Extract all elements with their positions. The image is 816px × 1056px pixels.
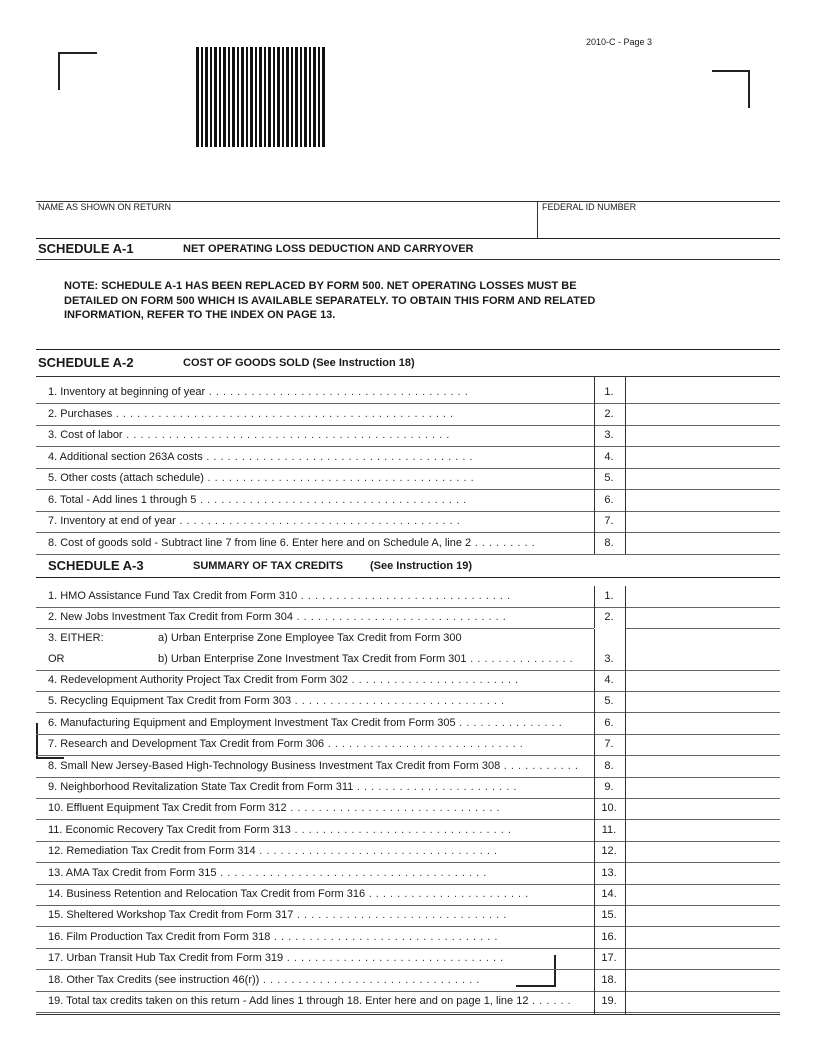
- a3-line-label-wrap: [48, 845, 596, 857]
- a3-line-label: 6. Manufacturing Equipment and Employment Investment Tax Credit from Form 305: [48, 716, 456, 729]
- a2-line-label-wrap: [48, 386, 596, 398]
- line-3b-row: [36, 649, 780, 671]
- a3-line-label-wrap: [48, 824, 596, 836]
- a3-line-number: 11.: [601, 823, 617, 836]
- note-line-2: DETAILED ON FORM 500 WHICH IS AVAILABLE SEPARATELY. TO OBTAIN THIS FORM AND RELATED: [64, 294, 596, 307]
- schedule-a1-note: [64, 279, 704, 323]
- a2-line-dots: . . . . . . . . . . . . . . . . . . . . . . . . . . . . . . . . . . . . . . . . . . . . . .: [122, 429, 450, 441]
- a3-line-dots: . . . . . . . . . . . . . . . . . . . . . . . . . . . . . .: [297, 590, 511, 602]
- a3-line-row: [36, 991, 780, 1013]
- a3-line-number: 16.: [601, 930, 617, 943]
- a3-line-dots: . . . . . . . . . . . . . . . . . . . . . . . . . . . . . . .: [283, 952, 504, 965]
- a3-line-label: 8. Small New Jersey-Based High-Technology Business Investment Tax Credit from Form 308: [48, 759, 501, 772]
- a2-line-label-wrap: [48, 537, 596, 549]
- a3-line-row: [36, 713, 780, 735]
- schedule-a3-title: SCHEDULE A-3: [48, 558, 144, 573]
- a3-line-amount[interactable]: [625, 927, 780, 948]
- header-divider: [537, 201, 538, 238]
- a3-line-label: 14. Business Retention and Relocation Tax Credit from Form 316: [48, 888, 366, 900]
- a3-line-number: 18.: [601, 973, 617, 986]
- a3-line-label-wrap: [48, 952, 596, 964]
- name-label: NAME AS SHOWN ON RETURN: [38, 202, 172, 212]
- a3-line-amount[interactable]: [625, 970, 780, 991]
- a3-line-label-wrap: [48, 781, 596, 793]
- a2-line-row: [36, 425, 780, 447]
- a3-line-row: [36, 586, 780, 608]
- a3-line-amount[interactable]: [625, 841, 780, 862]
- a2-line-label: 1. Inventory at beginning of year: [48, 386, 206, 398]
- a3-line-amount[interactable]: [625, 820, 780, 841]
- a3-line-label-wrap: [48, 738, 596, 750]
- a3-line-label-wrap: [48, 995, 596, 1007]
- a3-line-amount[interactable]: [625, 756, 780, 777]
- a2-line-number: 8.: [604, 536, 614, 549]
- a3-line-amount[interactable]: [625, 670, 780, 691]
- a3-line-dots: . . . . . . . . . . . . . . . . . . . . . . . . . . . . . .: [293, 909, 507, 922]
- a3-line-label: 10. Effluent Equipment Tax Credit from Form 312: [48, 802, 287, 815]
- schedule-a3-subtitle: SUMMARY OF TAX CREDITS: [193, 560, 344, 572]
- a3-number-column: [594, 586, 595, 1014]
- schedule-a2-header-rule: [36, 376, 780, 377]
- a2-line-number: 4.: [604, 450, 614, 463]
- a3-line-label: 2. New Jobs Investment Tax Credit from Form 304: [48, 611, 293, 623]
- a3-line-number: 17.: [601, 952, 617, 965]
- a3-line-number: 19.: [601, 995, 617, 1007]
- a2-line-label-wrap: [48, 494, 596, 506]
- a3-line-row: [36, 670, 780, 692]
- either-or-label: OR: [48, 653, 65, 665]
- a3-line-label: 13. AMA Tax Credit from Form 315: [48, 866, 217, 879]
- a3-line-amount[interactable]: [625, 734, 780, 755]
- line-3b-label-wrap: [48, 653, 596, 665]
- a2-line-number: 7.: [604, 515, 614, 527]
- a2-line-dots: . . . . . . . . . . . . . . . . . . . . . . . . . . . . . . . . . . . . . .: [202, 450, 473, 463]
- a3-line-amount[interactable]: [625, 948, 780, 969]
- a3-line-row: [36, 948, 780, 970]
- header-bottom-rule: [36, 238, 780, 239]
- a3-line-label-wrap: [48, 888, 596, 900]
- a2-amount-column: [625, 376, 626, 554]
- a2-line-dots: . . . . . . . . . . . . . . . . . . . . . . . . . . . . . . . . . . . . . . . . . . . . . . . .: [112, 407, 454, 420]
- a2-line-label: 6. Total - Add lines 1 through 5: [48, 493, 197, 506]
- a2-number-column: [594, 376, 595, 554]
- a2-line-label-wrap: [48, 429, 596, 441]
- a3-line-dots: . . . . . . . . . . . . . . . . . . . . . . . . . . . . . . . . . . . . . .: [216, 866, 487, 879]
- a2-line-amount[interactable]: [625, 447, 780, 468]
- a3-line-number: 5.: [604, 695, 614, 708]
- a2-line-number: 6.: [604, 493, 614, 506]
- a3-line-dots: . . . . . . . . . . .: [500, 759, 579, 772]
- a2-line-label: 2. Purchases: [48, 407, 113, 420]
- a3-line-row: [36, 905, 780, 927]
- a2-line-amount[interactable]: [625, 382, 780, 403]
- registration-mark-top-left: [58, 52, 97, 90]
- a2-line-amount[interactable]: [625, 425, 780, 446]
- either-label: 3. EITHER:: [48, 632, 104, 644]
- a2-line-amount[interactable]: [625, 511, 780, 532]
- a3-line-dots: . . . . . .: [528, 995, 572, 1007]
- a3-amount-column: [625, 586, 626, 1014]
- a2-line-dots: . . . . . . . . . . . . . . . . . . . . . . . . . . . . . . . . . . . . .: [205, 386, 469, 398]
- a2-line-label: 3. Cost of labor: [48, 429, 123, 441]
- a2-line-row: [36, 468, 780, 490]
- a2-line-number: 5.: [604, 472, 614, 484]
- a3-line-label-wrap: [48, 695, 596, 707]
- a2-line-dots: . . . . . . . . .: [471, 536, 536, 549]
- a3-line-dots: . . . . . . . . . . . . . . . . . . . . . . . . . . . . . .: [292, 611, 507, 623]
- line-3-number: 3.: [604, 653, 614, 665]
- line-3b-label: b) Urban Enterprise Zone Investment Tax Credit from Form 301: [158, 653, 467, 665]
- a3-line-label: 11. Economic Recovery Tax Credit from Form 313: [48, 823, 291, 836]
- a3-line-number: 2.: [604, 611, 614, 623]
- a3-line-amount[interactable]: [625, 713, 780, 734]
- note-line-1: NOTE: SCHEDULE A-1 HAS BEEN REPLACED BY FORM 500. NET OPERATING LOSSES MUST BE: [64, 280, 577, 292]
- line-3-gap: [594, 628, 625, 629]
- line-3-amount[interactable]: [625, 649, 780, 670]
- a3-line-dots: . . . . . . . . . . . . . . . . . . . . . . .: [365, 888, 529, 900]
- a3-line-label: 9. Neighborhood Revitalization State Tax Credit from Form 311: [48, 781, 354, 793]
- a3-line-dots: . . . . . . . . . . . . . . . . . . . . . . . .: [348, 674, 519, 686]
- a2-line-label-wrap: [48, 408, 596, 420]
- a3-line-number: 12.: [601, 845, 617, 858]
- form-bottom-rule: [36, 1014, 780, 1015]
- schedule-a1-rule: [36, 259, 780, 260]
- a2-line-label-wrap: [48, 515, 596, 527]
- schedule-a2-top-rule: [36, 349, 780, 350]
- schedule-a2-subtitle: COST OF GOODS SOLD (See Instruction 18): [183, 357, 415, 369]
- a3-line-row: [36, 841, 780, 863]
- a3-line-label: 16. Film Production Tax Credit from Form 318: [48, 930, 271, 943]
- a2-line-label: 5. Other costs (attach schedule): [48, 472, 204, 484]
- line-3a-label: a) Urban Enterprise Zone Employee Tax Credit from Form 300: [158, 632, 462, 644]
- schedule-a2-title: SCHEDULE A-2: [38, 355, 134, 370]
- schedule-a1-title: SCHEDULE A-1: [38, 241, 134, 256]
- a3-line-number: 6.: [604, 716, 614, 729]
- a3-line-number: 13.: [601, 866, 617, 879]
- a2-line-row: [36, 447, 780, 469]
- a3-line-number: 9.: [604, 781, 614, 793]
- a2-line-number: 3.: [604, 429, 614, 441]
- a3-line-dots: . . . . . . . . . . . . . . . . . . . . . . . . . . . . . . . . . .: [255, 845, 498, 858]
- a3-line-number: 1.: [604, 590, 614, 602]
- a3-line-row: [36, 756, 780, 778]
- registration-mark-top-right: [712, 70, 750, 108]
- a3-line-label-wrap: [48, 674, 596, 686]
- a3-line-label: 18. Other Tax Credits (see instruction 46(r)): [48, 973, 260, 986]
- a3-line-row: [36, 777, 780, 799]
- note-line-3: INFORMATION, REFER TO THE INDEX ON PAGE 13.: [64, 309, 336, 321]
- a3-line-number: 7.: [604, 738, 614, 751]
- a3-line-label: 7. Research and Development Tax Credit from Form 306: [48, 738, 325, 751]
- a3-line-amount[interactable]: [625, 905, 780, 926]
- a3-line-dots: . . . . . . . . . . . . . . .: [455, 716, 563, 729]
- a2-line-label: 4. Additional section 263A costs: [48, 450, 203, 463]
- line-3-label: [48, 632, 596, 644]
- a3-line-amount[interactable]: [625, 863, 780, 884]
- a2-line-number: 2.: [604, 407, 614, 420]
- a3-line-row: [36, 820, 780, 842]
- a3-line-number: 15.: [601, 909, 617, 922]
- a3-line-dots: . . . . . . . . . . . . . . . . . . . . . . . . . . . . . .: [286, 802, 501, 815]
- fein-field[interactable]: [540, 213, 778, 237]
- barcode: [196, 47, 326, 147]
- a3-line-label: 17. Urban Transit Hub Tax Credit from Form 319: [48, 952, 284, 965]
- a3-line-amount[interactable]: [625, 691, 780, 712]
- a3-line-dots: . . . . . . . . . . . . . . . . . . . . . . . . . . . . . . .: [259, 973, 480, 986]
- a2-line-amount[interactable]: [625, 468, 780, 489]
- a2-line-dots: . . . . . . . . . . . . . . . . . . . . . . . . . . . . . . . . . . . . . . . .: [175, 515, 461, 527]
- a3-line-number: 14.: [601, 888, 617, 900]
- schedule-a3-subtitle-note: (See Instruction 19): [370, 560, 473, 572]
- a2-line-dots: . . . . . . . . . . . . . . . . . . . . . . . . . . . . . . . . . . . . . .: [203, 472, 475, 484]
- schedule-a1-subtitle: NET OPERATING LOSS DEDUCTION AND CARRYOVER: [183, 243, 474, 255]
- a3-line-label: 12. Remediation Tax Credit from Form 314: [48, 845, 256, 858]
- a3-line-label-wrap: [48, 717, 596, 729]
- a3-line-dots: . . . . . . . . . . . . . . . . . . . . . . . . . . . . . . . .: [270, 930, 498, 943]
- a3-line-label-wrap: [48, 611, 596, 623]
- a2-line-dots: . . . . . . . . . . . . . . . . . . . . . . . . . . . . . . . . . . . . . .: [196, 493, 467, 506]
- a3-line-label: 1. HMO Assistance Fund Tax Credit from Form 310: [48, 590, 298, 602]
- a3-line-label-wrap: [48, 867, 596, 879]
- a3-line-number: 8.: [604, 759, 614, 772]
- line-3a-row: [36, 628, 780, 649]
- a3-line-dots: . . . . . . . . . . . . . . . . . . . . . . .: [353, 781, 517, 793]
- a3-line-row: [36, 734, 780, 756]
- a3-line-row: [36, 607, 780, 629]
- a2-line-amount[interactable]: [625, 533, 780, 554]
- a2-line-label: 7. Inventory at end of year: [48, 515, 176, 527]
- a3-line-label-wrap: [48, 931, 596, 943]
- a3-line-amount[interactable]: [625, 607, 780, 628]
- a3-line-label-wrap: [48, 974, 596, 986]
- a3-line-row: [36, 884, 780, 906]
- a3-line-number: 4.: [604, 674, 614, 686]
- a3-line-dots: . . . . . . . . . . . . . . . . . . . . . . . . . . . . . .: [291, 695, 505, 708]
- a2-line-number: 1.: [604, 386, 614, 398]
- line-3b-text-wrap: [158, 653, 573, 665]
- barcode-graphic: [196, 47, 326, 147]
- a3-line-amount[interactable]: [625, 991, 780, 1012]
- page-label: 2010-C - Page 3: [586, 37, 653, 47]
- a2-line-label-wrap: [48, 451, 596, 463]
- fein-label: FEDERAL ID NUMBER: [542, 202, 637, 212]
- schedule-a3-header-rule: [36, 577, 780, 578]
- a2-line-label-wrap: [48, 472, 596, 484]
- a2-line-row: [36, 533, 780, 555]
- a3-line-number: 10.: [601, 802, 617, 815]
- a3-line-label: 19. Total tax credits taken on this return - Add lines 1 through 18. Enter here and on page 1, line 12: [48, 995, 529, 1007]
- a3-line-label: 4. Redevelopment Authority Project Tax Credit from Form 302: [48, 674, 348, 686]
- a3-line-label-wrap: [48, 760, 596, 772]
- line-3b-dots: . . . . . . . . . . . . . . .: [466, 653, 574, 665]
- a2-line-row: [36, 382, 780, 404]
- a2-line-amount[interactable]: [625, 404, 780, 425]
- a2-line-amount[interactable]: [625, 490, 780, 511]
- a3-line-label-wrap: [48, 802, 596, 814]
- name-field[interactable]: [38, 213, 535, 237]
- a3-line-amount[interactable]: [625, 777, 780, 798]
- a3-line-row: [36, 927, 780, 949]
- a3-line-row: [36, 798, 780, 820]
- a3-line-row: [36, 970, 780, 992]
- a3-line-dots: . . . . . . . . . . . . . . . . . . . . . . . . . . . .: [324, 738, 524, 751]
- a3-line-dots: . . . . . . . . . . . . . . . . . . . . . . . . . . . . . . .: [290, 823, 512, 836]
- a3-line-amount[interactable]: [625, 798, 780, 819]
- a3-line-label: 15. Sheltered Workshop Tax Credit from Form 317: [48, 909, 294, 922]
- a2-line-row: [36, 490, 780, 512]
- a2-line-row: [36, 511, 780, 533]
- a2-line-row: [36, 404, 780, 426]
- a3-line-row: [36, 863, 780, 885]
- a2-line-label: 8. Cost of goods sold - Subtract line 7 from line 6. Enter here and on Schedule A, line 2: [48, 536, 472, 549]
- a3-line-amount[interactable]: [625, 884, 780, 905]
- a3-line-label-wrap: [48, 590, 596, 602]
- a3-line-label-wrap: [48, 909, 596, 921]
- a3-line-row: [36, 691, 780, 713]
- a3-line-amount[interactable]: [625, 586, 780, 607]
- a3-line-label: 5. Recycling Equipment Tax Credit from Form 303: [48, 695, 292, 708]
